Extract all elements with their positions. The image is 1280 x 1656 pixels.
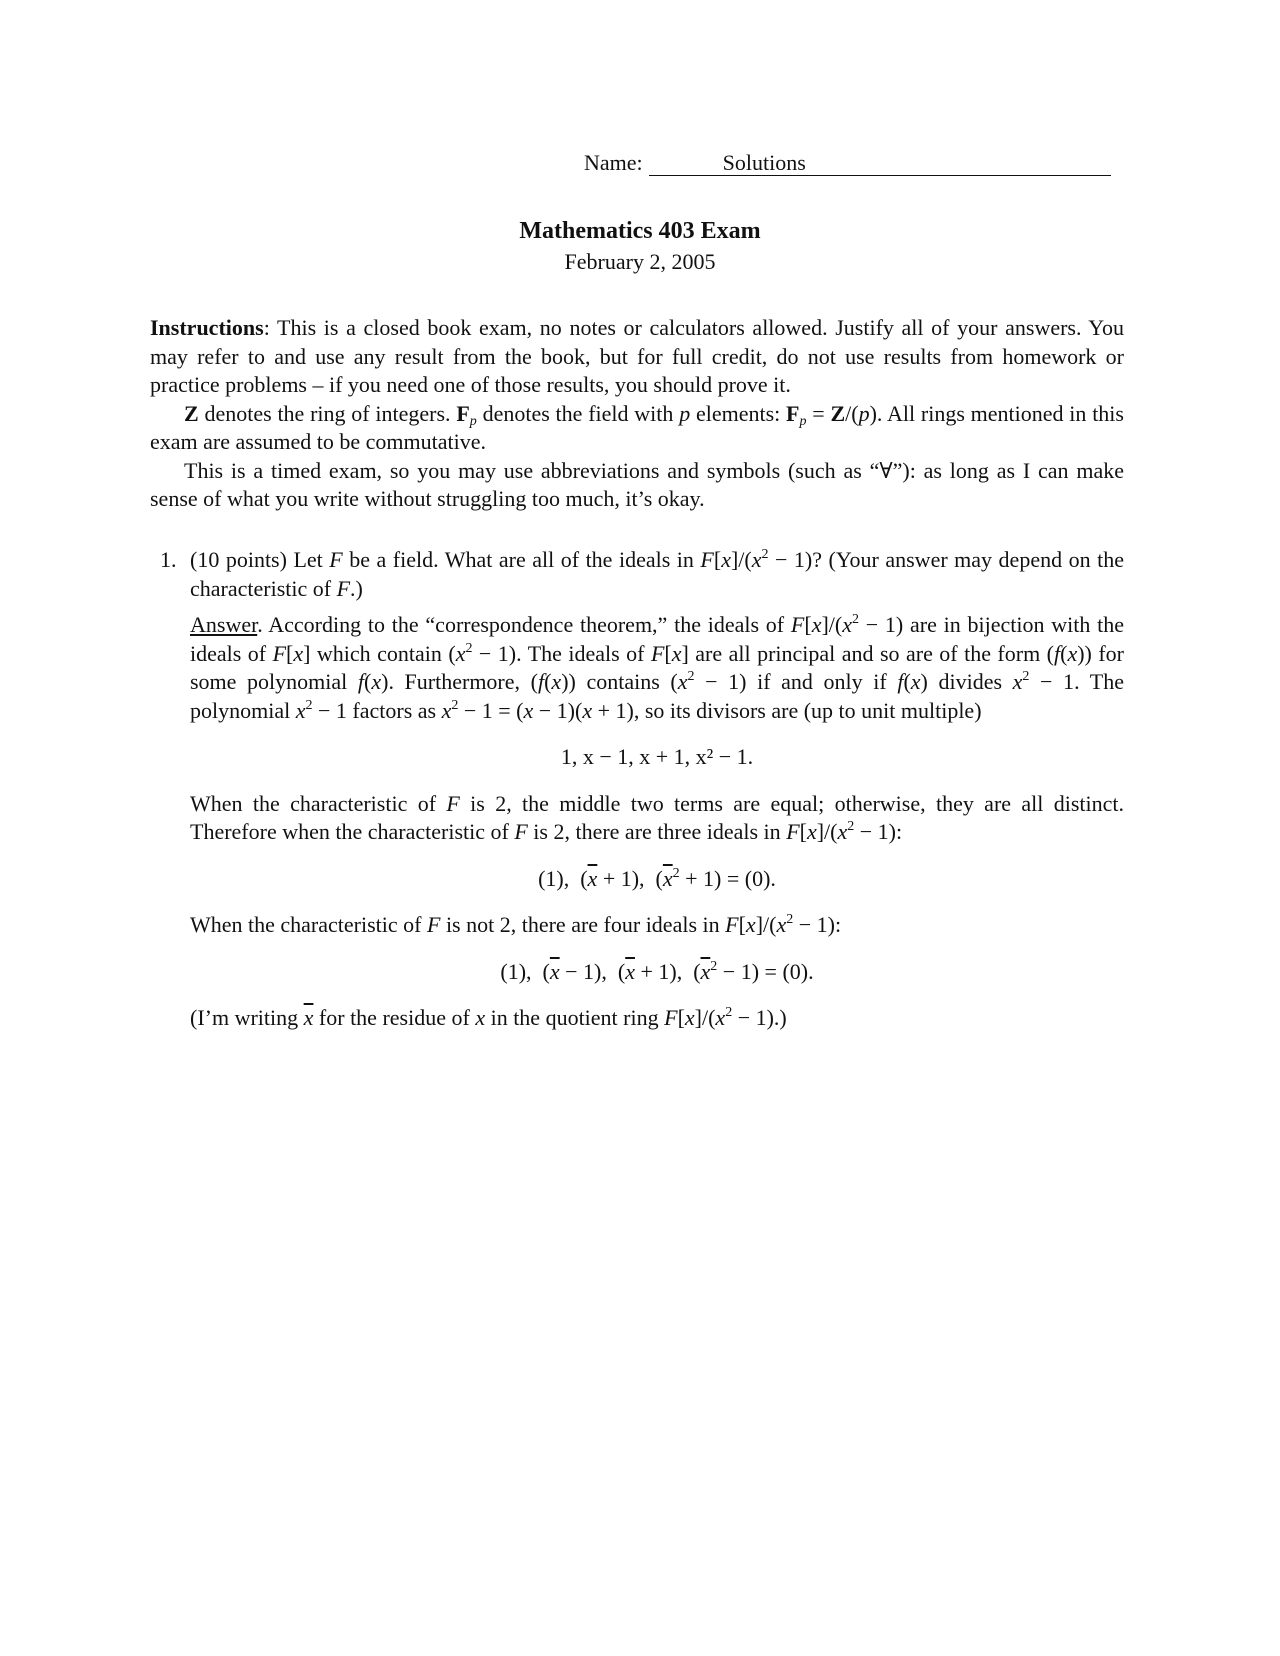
instructions-paragraph-3: This is a timed exam, so you may use abbreviations and symbols (such as “∀”): as long as I can make sense of what you write without struggling too much, it’s okay.: [150, 457, 1124, 511]
problem-1: [150, 546, 1124, 1033]
answer-paragraph-3: When the characteristic of F is not 2, there are four ideals in $F[x]/(x^2 - 1)$:: [190, 912, 842, 937]
answer-paragraph-4: (I’m writing $\overline{x}$ for the residue of x in the quotient ring $F[x]/(x^2 - 1)$.): [190, 1005, 787, 1030]
instructions-paragraph-1: Instructions: This is a closed book exam, no notes or calculators allowed. Justify all of your answers. You may refer to and use any result from the book, but for full credit, do not use results from homework or practice problems – if you need one of those results, you should prove it.: [150, 315, 1124, 397]
answer-paragraph-2: When the characteristic of F is 2, the middle two terms are equal; otherwise, they are all distinct. Therefore when the characteristic of F is 2, there are three ideals in $F[x]/(x^2 - 1)$:: [190, 790, 1124, 844]
answer-label: Answer: [190, 612, 258, 637]
name-value: Solutions: [649, 151, 1111, 176]
divisors-display: 1, x − 1, x + 1, x² − 1.: [560, 744, 754, 769]
name-field: [584, 150, 1111, 176]
exam-date: February 2, 2005: [564, 249, 716, 274]
char2-ideals-display: (1), $(\overline{x} + 1)$, $(\overline{x}^2 + 1) = (0)$.: [538, 865, 776, 891]
name-label: Name:: [584, 150, 643, 175]
problem-number: 1.: [160, 547, 177, 572]
instructions-paragraph-2: Z denotes the ring of integers. $F_p$ denotes the field with p elements: $F_p = Z/(p)$. All rings mentioned in this exam are assumed to be commutative.: [150, 400, 1124, 454]
instructions-label: Instructions: [150, 315, 264, 340]
answer-paragraph-1: Answer. According to the “correspondence theorem,” the ideals of $F[x]/(x^2 - 1)$ are in bijection with the ideals of F[x] which contain $(x^2 - 1)$. The ideals of F[x] are all principal and so are of the form (f(x)) for some polynomial f(x). Furthermore, (f(x)) contains $(x^2 - 1)$ if and only if f(x) divides $x^2 - 1$. The polynomial $x^2 - 1$ factors as $x^2 - 1 = (x - 1)(x + 1)$, so its divisors are (up to unit multiple): [190, 612, 1125, 723]
char-not2-ideals-display: (1), $(\overline{x} - 1)$, $(\overline{x} + 1)$, $(\overline{x}^2 - 1) = (0)$.: [500, 958, 814, 984]
problem-question: (10 points) Let F be a field. What are all of the ideals in $F[x]/(x^2 - 1)$? (Your answer may depend on the characteristic of F.): [190, 547, 1124, 601]
instructions: [150, 314, 1124, 514]
exam-title: Mathematics 403 Exam: [519, 218, 761, 244]
